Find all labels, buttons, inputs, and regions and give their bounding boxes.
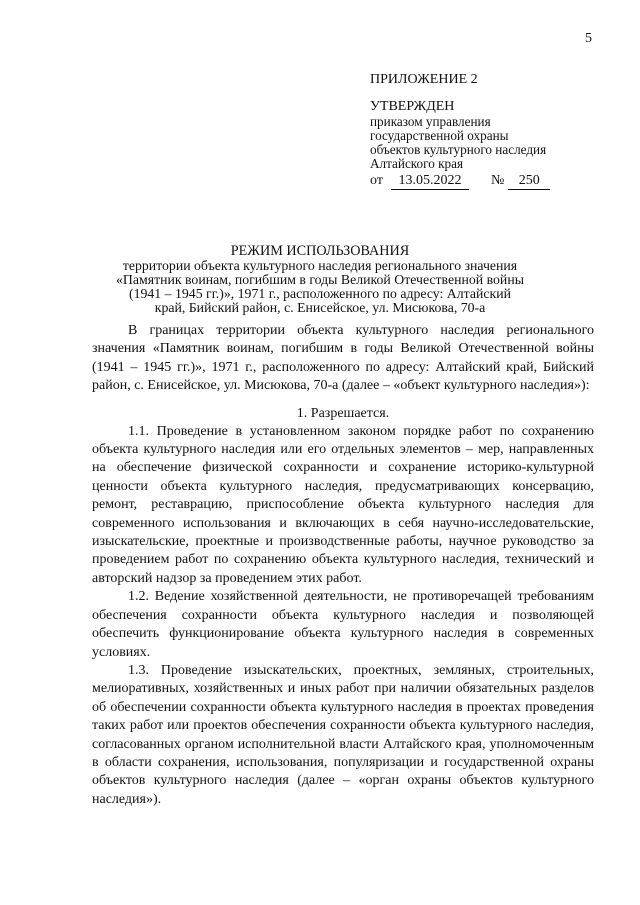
approval-line: объектов культурного наследия <box>370 142 547 157</box>
page-number: 5 <box>585 31 592 46</box>
approval-block <box>370 99 550 190</box>
clause-1-1: 1.1. Проведение в установленном законом порядке работ по сохранению объекта культурного наследия или его отдельных элементов – мер, направленных на обеспечение физической сохранности и сохранение историко-культурной ценности объекта культурного наследия, предусматривающих консервацию, ремонт, реставрацию, приспособление объекта культурного наследия для современного использования и включающих в себя научно-исследовательские, изыскательские, проектные и производственные работы, научное руководство за проведением работ по сохранению объекта культурного наследия, технический и авторский надзор за проведением этих работ. <box>92 423 594 586</box>
order-line <box>370 173 550 190</box>
approval-line: приказом управления <box>370 114 491 129</box>
approval-line: Алтайского края <box>370 156 464 171</box>
clause-1-3: 1.3. Проведение изыскательских, проектных, земляных, строительных, мелиоративных, хозяйственных и иных работ при наличии обязательных разделов об обеспечении сохранности объекта культурного наследия в проектах проведения таких работ или проектов обеспечения сохранности объекта культурного наследия, согласованных органом исполнительной власти Алтайского края, уполномоченным в области сохранения, использования, популяризации и государственной охраны объектов культурного наследия (далее – «орган охраны объектов культурного наследия»). <box>92 662 594 807</box>
clause-1-2: 1.2. Ведение хозяйственной деятельности, не противоречащей требованиям обеспечения сохранности объекта культурного наследия и позволяющей обеспечить функционирование объекта культурного наследия в современных условиях. <box>92 589 594 660</box>
order-number-label: № <box>490 173 505 188</box>
regime-subtitle-line: территории объекта культурного наследия регионального значения <box>122 258 518 273</box>
appendix-heading: ПРИЛОЖЕНИЕ 2 <box>370 72 478 87</box>
approval-lines <box>370 115 550 171</box>
regime-title: РЕЖИМ ИСПОЛЬЗОВАНИЯ <box>230 243 410 259</box>
order-date: 13.05.2022 <box>391 173 469 190</box>
approval-line: государственной охраны <box>370 128 509 143</box>
approval-title: УТВЕРЖДЕН <box>370 99 455 114</box>
intro-paragraph: В границах территории объекта культурного наследия регионального значения «Памятник воинам, погибшим в годы Великой Отечественной войны (1941 – 1945 гг.)», 1971 г., расположенного по адресу: Алтайский край, Бийский район, с. Енисейское, ул. Мисюкова, 70-а (далее – «объект культурного наследия»): <box>92 323 594 394</box>
document-body <box>92 322 594 809</box>
regime-subtitle-line: «Памятник воинам, погибшим в годы Великой Отечественной войны <box>116 272 524 287</box>
regime-subtitle-line: край, Бийский район, с. Енисейское, ул. Мисюкова, 70-а <box>154 300 486 315</box>
order-number: 250 <box>508 173 550 190</box>
order-from-label: от <box>370 173 383 188</box>
section-heading: 1. Разрешается. <box>296 405 390 421</box>
regime-heading-block <box>0 243 640 315</box>
regime-subtitle-line: (1941 – 1945 гг.)», 1971 г., расположенного по адресу: Алтайский <box>129 286 511 301</box>
